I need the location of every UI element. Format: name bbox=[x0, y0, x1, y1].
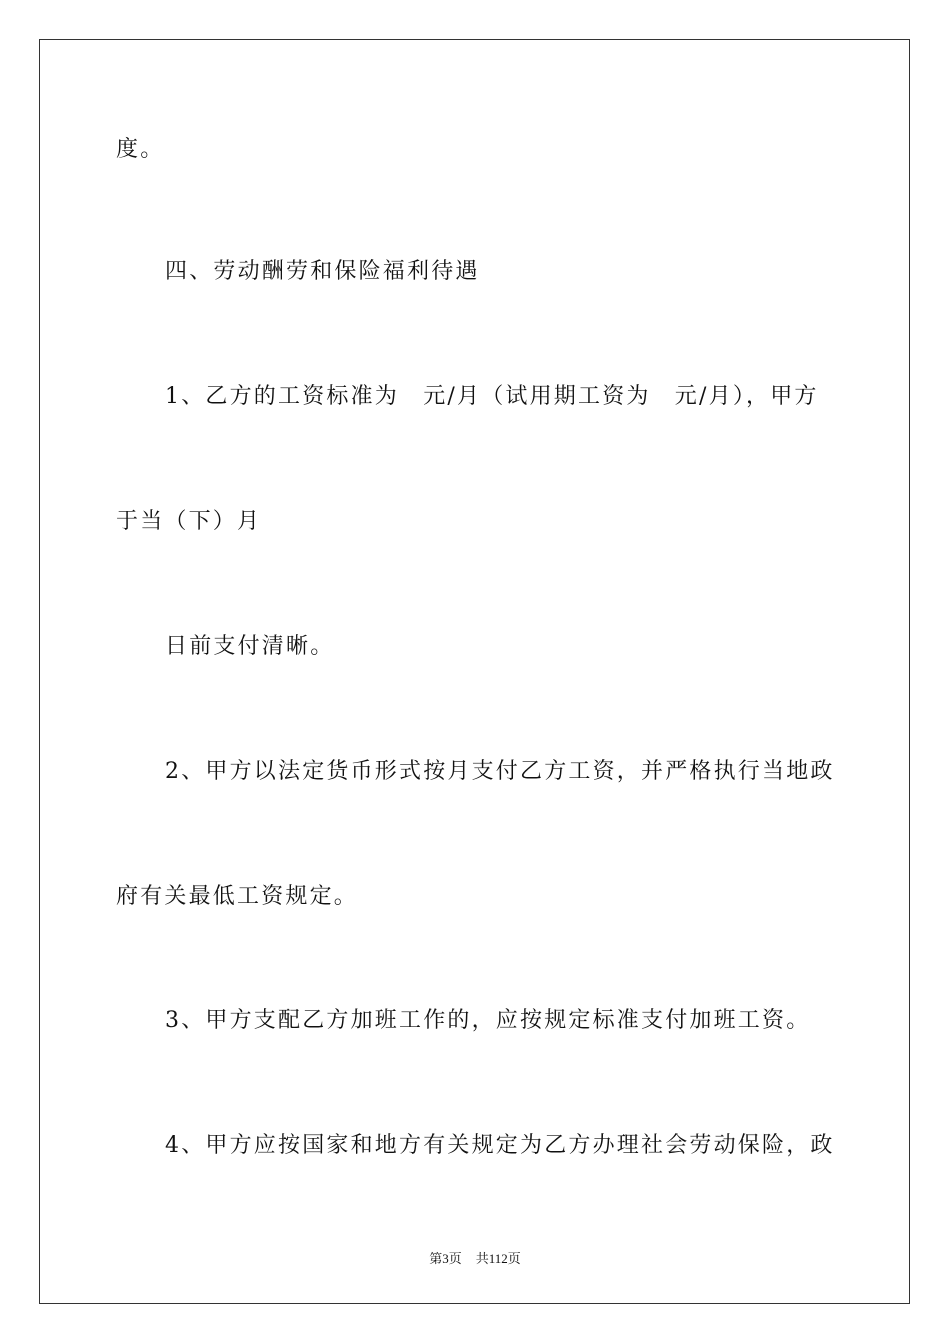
page-border bbox=[39, 39, 910, 1304]
total-pages: 共112页 bbox=[475, 1251, 521, 1266]
page-number: 第3页 bbox=[429, 1251, 462, 1266]
page-footer bbox=[0, 1250, 950, 1268]
text-line-4: 于当（下）月 bbox=[116, 509, 262, 534]
text-line-9: 4、甲方应按国家和地方有关规定为乙方办理社会劳动保险，政 bbox=[165, 1133, 835, 1158]
text-line-5: 日前支付清晰。 bbox=[165, 634, 335, 659]
text-line-7: 府有关最低工资规定。 bbox=[116, 884, 359, 909]
text-line-6: 2、甲方以法定货币形式按月支付乙方工资，并严格执行当地政 bbox=[165, 759, 835, 784]
section-heading: 四、劳动酬劳和保险福利待遇 bbox=[165, 259, 480, 284]
text-line-1: 度。 bbox=[116, 137, 165, 162]
text-line-8: 3、甲方支配乙方加班工作的，应按规定标准支付加班工资。 bbox=[165, 1008, 811, 1033]
text-line-3: 1、乙方的工资标准为 元/月（试用期工资为 元/月），甲方 bbox=[165, 384, 819, 409]
